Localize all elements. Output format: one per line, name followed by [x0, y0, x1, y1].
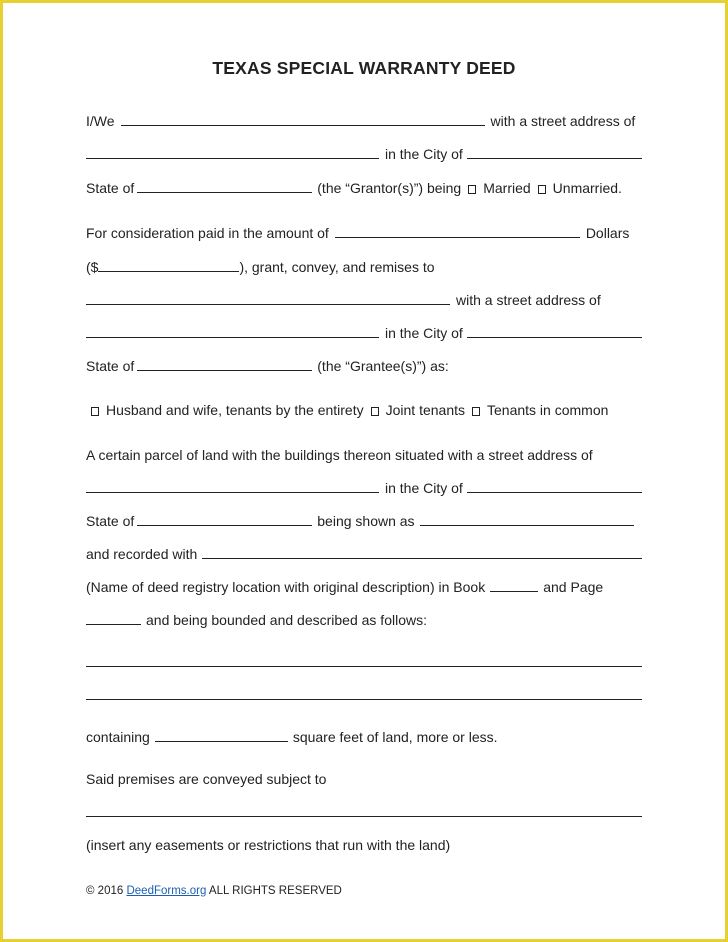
iwe-label: I/We [86, 113, 115, 129]
joint-tenants-label: Joint tenants [385, 402, 465, 418]
certain-parcel-label: A certain parcel of land with the buildings thereon situated with a street address of [86, 447, 593, 463]
consideration-line [86, 221, 642, 241]
book-field[interactable] [490, 590, 538, 592]
bounded-line [86, 608, 642, 628]
unmarried-label: Unmarried. [552, 180, 622, 196]
grantor-street-field[interactable] [86, 157, 379, 159]
being-shown-field[interactable] [420, 524, 634, 526]
grantee-name-field[interactable] [86, 303, 450, 305]
being-shown-label: being shown as [317, 513, 415, 529]
square-feet-label: square feet of land, more or less. [292, 729, 498, 745]
recorded-with-line [86, 542, 642, 562]
husband-wife-label: Husband and wife, tenants by the entirety [106, 402, 364, 418]
containing-line [86, 725, 642, 745]
grantor-name-field[interactable] [121, 124, 485, 126]
easements-note: (insert any easements or restrictions that run with the land) [86, 837, 451, 853]
married-checkbox[interactable] [468, 185, 476, 194]
husband-wife-checkbox[interactable] [91, 407, 99, 416]
joint-tenants-checkbox[interactable] [371, 407, 379, 416]
parcel-address-line [86, 476, 642, 496]
dollar-amount-field[interactable] [98, 270, 239, 272]
parcel-intro-line [86, 443, 642, 463]
copyright-text: © 2016 [86, 885, 124, 897]
easements-note-line [86, 833, 642, 853]
rights-text: ALL RIGHTS RESERVED [208, 885, 342, 897]
containing-label: containing [86, 729, 150, 745]
parcel-state-label: State of [86, 513, 135, 529]
grantor-name-line [86, 109, 642, 129]
dollars-label: Dollars [585, 225, 630, 241]
recorded-with-label: and recorded with [86, 546, 198, 562]
easements-field[interactable] [86, 816, 642, 817]
grantee-state-line [86, 354, 642, 374]
said-premises-line [86, 767, 642, 787]
in-city-label: in the City of [385, 146, 463, 162]
grantee-state-field[interactable] [137, 369, 312, 371]
consideration-amount-field[interactable] [335, 236, 580, 238]
grantee-state-label: State of [86, 358, 135, 374]
dollar-open-label: ($ [86, 259, 99, 275]
grantee-address-line [86, 321, 642, 341]
bounded-label: and being bounded and described as follows: [146, 612, 427, 628]
parcel-street-field[interactable] [86, 491, 379, 493]
description-line-1[interactable] [86, 666, 642, 667]
registry-line [86, 575, 642, 595]
said-premises-label: Said premises are conveyed subject to [86, 771, 327, 787]
grant-convey-label: ), grant, convey, and remises to [239, 259, 435, 275]
state-label: State of [86, 180, 135, 196]
street-address-label: with a street address of [490, 113, 636, 129]
grantees-as-label: (the “Grantee(s)”) as: [317, 358, 449, 374]
grantor-city-field[interactable] [467, 157, 642, 159]
tenancy-options-line [86, 398, 642, 418]
recorded-with-field[interactable] [202, 557, 642, 559]
tenants-common-checkbox[interactable] [472, 407, 480, 416]
grantee-city-label: in the City of [385, 325, 463, 341]
parcel-city-field[interactable] [467, 491, 642, 493]
grantor-state-field[interactable] [137, 191, 312, 193]
dollar-amount-line [86, 255, 642, 275]
parcel-state-field[interactable] [137, 524, 312, 526]
consideration-label: For consideration paid in the amount of [86, 225, 329, 241]
description-line-2[interactable] [86, 699, 642, 700]
grantee-street-field[interactable] [86, 336, 379, 338]
grantee-city-field[interactable] [467, 336, 642, 338]
grantor-state-line [86, 176, 642, 196]
parcel-city-label: in the City of [385, 480, 463, 496]
square-feet-field[interactable] [155, 740, 288, 742]
grantee-name-line [86, 288, 642, 308]
deedforms-link[interactable]: DeedForms.org [126, 885, 207, 897]
grantor-address-line [86, 142, 642, 162]
tenants-common-label: Tenants in common [487, 402, 609, 418]
unmarried-checkbox[interactable] [538, 185, 546, 194]
document-title: TEXAS SPECIAL WARRANTY DEED [212, 58, 516, 78]
footer [86, 885, 342, 897]
and-page-label: and Page [543, 579, 604, 595]
grantee-street-label: with a street address of [456, 292, 601, 308]
page-field[interactable] [86, 623, 141, 625]
registry-label: (Name of deed registry location with original description) in Book [86, 579, 486, 595]
parcel-state-line [86, 509, 642, 529]
married-label: Married [483, 180, 531, 196]
grantors-being-label: (the “Grantor(s)”) being [317, 180, 462, 196]
